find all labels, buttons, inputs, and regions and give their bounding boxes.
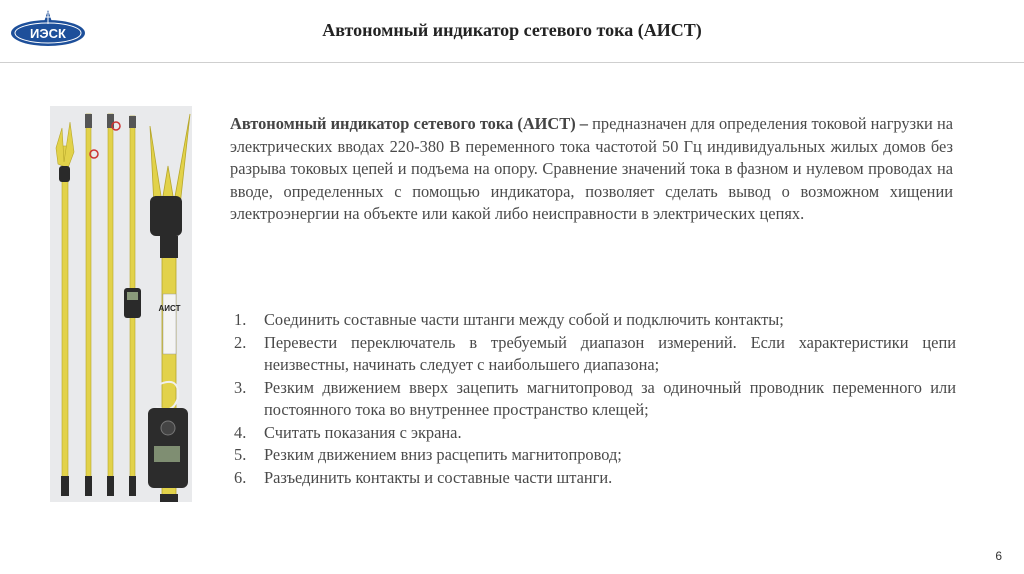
list-item-text: Считать показания с экрана. [264,422,462,442]
list-item [234,332,956,377]
list-item [234,309,956,332]
list-item-number: 1. [234,310,247,329]
list-item-number: 5. [234,445,247,464]
intro-lead: Автономный индикатор сетевого тока (АИСТ) – [230,114,588,133]
photo-label-line: АИСТ [158,304,181,313]
intro-paragraph [230,113,953,226]
intro-text: предназначен для определения токовой нагрузки на электрических вводах 220-380 В переменного тока частотой 50 Гц индивидуальных жилых домов без разрыва токовых цепей и подъема на опору. Сравнение значений тока в фазном и нулевом проводах на вводе, определенных с помощью индикатора, позволяет сделать вывод о возможном хищении электроэнергии на объекте или какой либо неисправности в электрических цепях. [230,114,953,223]
page-title: Автономный индикатор сетевого тока (АИСТ) [322,20,702,40]
list-item [234,422,956,445]
list-item [234,467,956,490]
list-item-number: 6. [234,467,247,487]
list-item-text: Перевести переключатель в требуемый диапазон измерений. Если характеристики цепи неизвестны, начинать следует с наибольшего диапазона; [264,332,956,374]
list-item-text: Резким движением вниз расцепить магнитопровод; [264,445,622,464]
product-photo [50,106,192,502]
list-item-text: Соединить составные части штанги между собой и подключить контакты; [264,310,784,329]
list-item [234,444,956,467]
list-item-text: Резким движением вверх зацепить магнитопровод за одиночный проводник переменного или постоянного тока во внутреннее пространство клещей; [264,377,956,419]
header-divider [0,62,1024,63]
instructions-list [234,309,956,489]
logo-text: ИЭСК [30,26,66,41]
list-item-number: 4. [234,422,247,442]
list-item-text: Разъединить контакты и составные части штанги. [264,467,613,487]
insulating-rod-indicator-photo [50,106,192,502]
list-item [234,377,956,422]
list-item-number: 3. [234,377,247,397]
list-item-number: 2. [234,332,247,352]
page-number: 6 [995,549,1002,563]
